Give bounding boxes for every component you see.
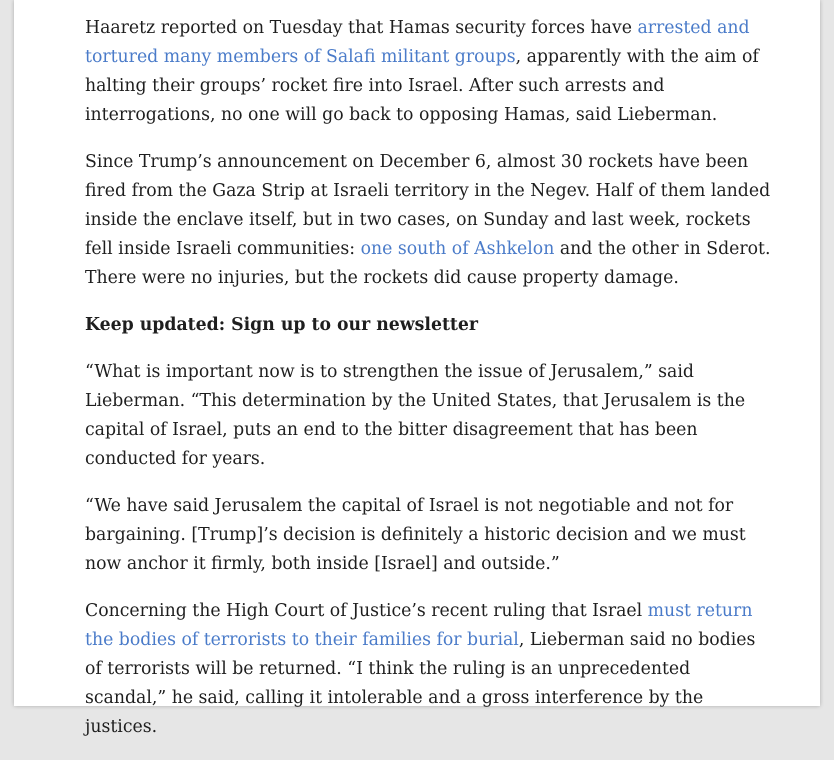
paragraph-jerusalem-quote: “What is important now is to strengthen the issue of Jerusalem,” said Lieberman. “This determination by the United States, that Jerusalem is the capital of Israel, puts an end to the bitter disagreement that has been conducted for years. bbox=[85, 362, 746, 469]
paragraph-text: and the other in Sderot. There were no injuries, but the rockets did cause property damage. bbox=[85, 239, 771, 288]
paragraph-text: , apparently with the aim of halting their groups’ rocket fire into Israel. After such arrests and interrogations, no one will go back to opposing Hamas, said Lieberman. bbox=[85, 47, 759, 125]
paragraph-text: Since Trump’s announcement on December 6, almost 30 rockets have been fired from the Gaza Strip at Israeli territory in the Negev. Half of them landed inside the enclave itself, but in two cases, on Sunday and last week, rockets fell inside Israeli communities: bbox=[85, 152, 771, 259]
link-return-bodies[interactable]: must return the bodies of terrorists to their families for burial bbox=[85, 601, 753, 650]
link-south-of-ashkelon[interactable]: one south of Ashkelon bbox=[360, 239, 555, 259]
paragraph-not-negotiable-quote: “We have said Jerusalem the capital of Israel is not negotiable and not for bargaining. [Trump]’s decision is definitely a historic decision and we must now anchor it firmly, both inside [Israel] and outside.” bbox=[85, 496, 746, 574]
article-page bbox=[14, 0, 820, 737]
paragraph-text: Concerning the High Court of Justice’s recent ruling that Israel bbox=[85, 601, 648, 621]
paragraph-high-court bbox=[85, 597, 775, 742]
paragraph-text: Haaretz reported on Tuesday that Hamas security forces have bbox=[85, 18, 638, 38]
link-arrested-tortured[interactable]: arrested and tortured many members of Salafi militant groups bbox=[85, 18, 750, 67]
paragraph-hamas-arrests bbox=[85, 14, 775, 130]
paragraph-rockets bbox=[85, 148, 775, 293]
newsletter-heading: Keep updated: Sign up to our newsletter bbox=[85, 315, 479, 335]
paragraph-text: , Lieberman said no bodies of terrorists will be returned. “I think the ruling is an unprecedented scandal,” he said, calling it intolerable and a gross interference by the justices. bbox=[85, 630, 756, 737]
article-body bbox=[85, 14, 775, 760]
